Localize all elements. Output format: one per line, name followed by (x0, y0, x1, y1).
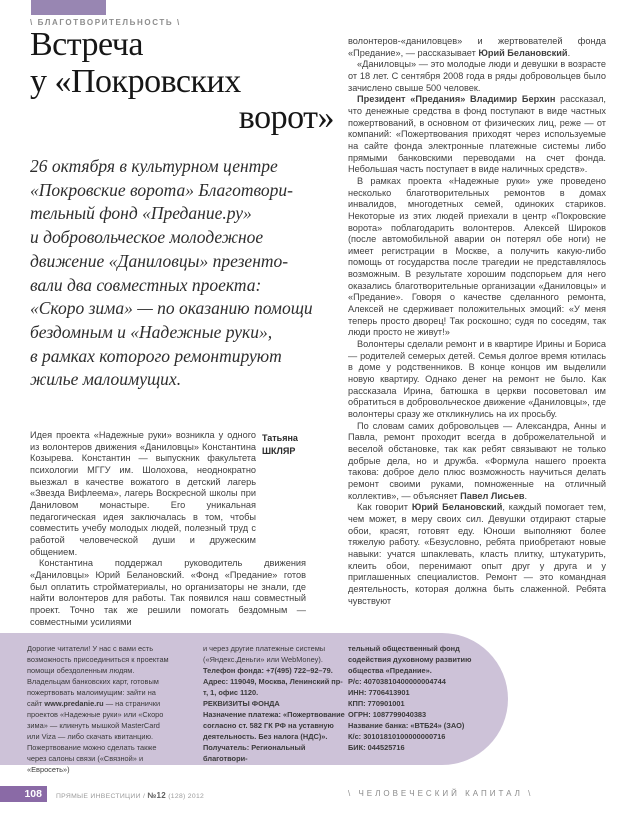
right-column (348, 36, 606, 607)
text-segment: и через другие платежные системы («Яндекс.Деньги» или WebMoney). (203, 644, 326, 664)
text-segment: По словам самих добровольцев — Александра, Анны и Павла, ремонт проходит всегда в доброжелательной и веселой обстановке, так как ребят связывают не только добрые дела, но и дружба. «Формула нашего проекта такова: доброе дело плюс возможность научиться делать ремонт своими руками, помноженные на отличный коллектив», — объясняет (348, 420, 606, 501)
text-segment: Назначение платежа: «Пожертвование согласно ст. 582 ГК РФ на уставную деятельность. Без налога (НДС)». (203, 710, 345, 741)
text-segment: волонтеров-«даниловцев» и жертвователей фонда «Предание», — рассказывает (348, 36, 606, 58)
donation-box-column-3 (348, 643, 480, 753)
donation-box-column-1 (27, 643, 171, 775)
paragraph (348, 421, 606, 503)
text-segment: Название банка: «ВТБ24» (ЗАО) (348, 721, 465, 730)
text-segment: — на странички проектов «Надежные руки» или «Скоро зима» — кликнуть мышкой MasterCard или Viza — либо скачать квитанцию. Пожертвование можно сделать также через салоны связи («Связной» и «Евросеть») (27, 699, 164, 774)
lead-line: 26 октября в культурном центре (30, 156, 278, 176)
text-segment: Юрий Белановский (478, 47, 568, 58)
lead-line: вали два совместных проекта: (30, 274, 262, 295)
article-title (30, 27, 334, 137)
text-segment: Волонтеры сделали ремонт и в квартире Ирины и Бориса — родителей семерых детей. Семья долгое время ютилась в доме у родственников. В конце концов им выделили новую квартиру. Однако денег на ремонт не было. Как рассказала Ирина, батюшка в церкви посоветовал им обратиться в добровольческое движение «Даниловцы», где волонтеры сразу же откликнулись на их просьбу. (348, 339, 606, 419)
lead-line: движение «Даниловцы» презенто- (30, 250, 289, 271)
title-line-1: Встреча (30, 26, 143, 63)
paragraph (30, 558, 306, 628)
lead-line: и добровольческое молодежное (30, 227, 264, 248)
text-segment: «Даниловцы» — это молодые люди и девушки в возрасте от 18 лет. С сентября 2008 года в ряды добровольцев было зачислено свыше 500 человек. (348, 59, 606, 93)
text-segment: Телефон фонда: +7(495) 722–92–79. (203, 666, 333, 675)
category-label: \ БЛАГОТВОРИТЕЛЬНОСТЬ \ (30, 18, 181, 27)
text-segment: КПП: 770901001 (348, 699, 405, 708)
text-segment: БИК: 044525716 (348, 743, 405, 752)
text-segment: Юрий Белановский (411, 502, 503, 513)
lead-line: в рамках которого ремонтируют (30, 345, 282, 366)
issue-rest: (128) 2012 (166, 793, 205, 800)
donation-info-box (0, 633, 508, 774)
lead-line: «Покровские ворота» Благотвори- (30, 179, 293, 200)
text-segment: К/с: 30101810100000000716 (348, 732, 446, 741)
paragraph (348, 94, 606, 176)
text-segment: www.predanie.ru (44, 699, 104, 708)
text-segment: ИНН: 7706413901 (348, 688, 410, 697)
left-column (30, 430, 306, 628)
text-segment: Получатель: Региональный благотвори- (203, 743, 306, 763)
text-segment: , каждый помогает тем, чем может, в меру своих сил. Девушки отдирают старые обои, красят, готовят еду. Юноши выполняют более тяжелую работу. «Безусловно, ребята приобретают новые навыки: учатся шпаклевать, класть плитку, штукатурить, клеить обои, перенимают опыт друг у друга и у приглашенных специалистов. Ремонт — это командная деятельность, которая должна быть слаженной. Ребята чувствуют (348, 502, 606, 606)
text-segment: . (524, 490, 528, 501)
title-line-3: ворот» (238, 99, 334, 136)
category-accent-tab (31, 0, 106, 15)
title-line-2: у «Покровских (30, 62, 241, 100)
byline-first-name: Татьяна (262, 433, 298, 443)
text-segment: В рамках проекта «Надежные руки» уже проведено несколько благотворительных ремонтов в домах инвалидов, многодетных семей, одиноких стариков. Некоторые из этих людей приехали в центр «Покровские ворота» поблагодарить волонтеров. Алексей Широков (после автомобильной аварии он потерял обе ноги) не имеет регистрации в Москве, а получить какую-либо помощь от государства после трагедии не представлялось возможным. В результате хорошим подспорьем для него оказались благотворительные организации «Даниловцы» и «Предание». Говоря о качестве сделанного ремонта, Алексей не сдерживает положительных эмоций: «У меня теперь просто дворец! Так роскошно; судя по соседям, так люди просто не живут!» (348, 175, 606, 338)
text-segment: тельный общественный фонд содействия духовному развитию общества «Предание». (348, 644, 472, 675)
magazine-name: ПРЯМЫЕ ИНВЕСТИЦИИ / (56, 793, 148, 800)
text-segment: Дорогие читатели! У нас с вами есть возможность присоединиться к проектам помощи обездоленным людям. Владельцам банковских карт, готовым пожертвовать малоимущим: зайти на сайт (27, 644, 169, 708)
text-segment: Как говорит (357, 502, 412, 513)
paragraph (30, 430, 256, 558)
issue-number: №12 (147, 791, 167, 800)
text-segment: Идея проекта «Надежные руки» возникла у одного из волонтеров движения «Даниловцы» Константина Козырева. Константин — выпускник факультета психологии МГГУ им. Шолохова, неоднократно выезжал в качестве вожатого в детский лагерь «Звезда Вифлеема», лагерь Воскресной школы при Даниловом монастыре. Его уникальная педагогическая идея заключалась в том, чтобы совместить учебу молодых людей, полезный труд с работой человеческой души и дружеским общением. (30, 430, 256, 557)
paragraph (348, 502, 606, 607)
paragraph (348, 59, 606, 94)
byline-last-name: ШКЛЯР (262, 445, 296, 456)
paragraph (348, 176, 606, 339)
text-segment: рассказал, что денежные средства в фонд поступают в виде частных пожертвований, в основном от физических лиц, реже — от компаний: «Пожертвования приходят через используемые на сайте фонда электронные платежные системы либо прямыми банковскими переводами на счет фонда. Небольшая часть поступает в виде наличных средств». (348, 94, 606, 175)
donation-box-column-2 (203, 643, 347, 764)
lead-line: «Скоро зима» — по оказанию помощи (30, 298, 313, 319)
text-segment: Президент «Предания» Владимир Берхин (357, 94, 556, 105)
text-segment: Адрес: 119049, Москва, Ленинский пр-т, 1, офис 1120. (203, 677, 343, 697)
text-segment: Р/с: 40703810400000004744 (348, 677, 446, 686)
text-segment: РЕКВИЗИТЫ ФОНДА (203, 699, 280, 708)
magazine-issue-label (56, 791, 204, 800)
lead-line: тельный фонд «Предание.ру» (30, 203, 252, 224)
text-segment: ОГРН: 1087799040383 (348, 710, 427, 719)
section-label: \ ЧЕЛОВЕЧЕСКИЙ КАПИТАЛ \ (348, 789, 534, 798)
byline (262, 432, 306, 457)
paragraph (348, 36, 606, 59)
lead-paragraph (30, 155, 342, 392)
paragraph (348, 339, 606, 421)
text-segment: . (567, 47, 571, 58)
text-segment: Константина поддержал руководитель движения «Даниловцы» Юрий Белановский. «Фонд «Предание» готов был оплатить стройматериалы, но организаторы не знали, где найти волонтеров для работы. Так появился наш совместный проект. Точно так же решили помогать бездомным — совместными усилиями (30, 558, 306, 627)
page-number-badge: 108 (0, 786, 47, 802)
text-segment: Павел Лисьев (460, 490, 525, 501)
lead-line: бездомным и «Надежные руки», (30, 321, 273, 342)
lead-line: жилье малоимущих. (30, 369, 182, 390)
